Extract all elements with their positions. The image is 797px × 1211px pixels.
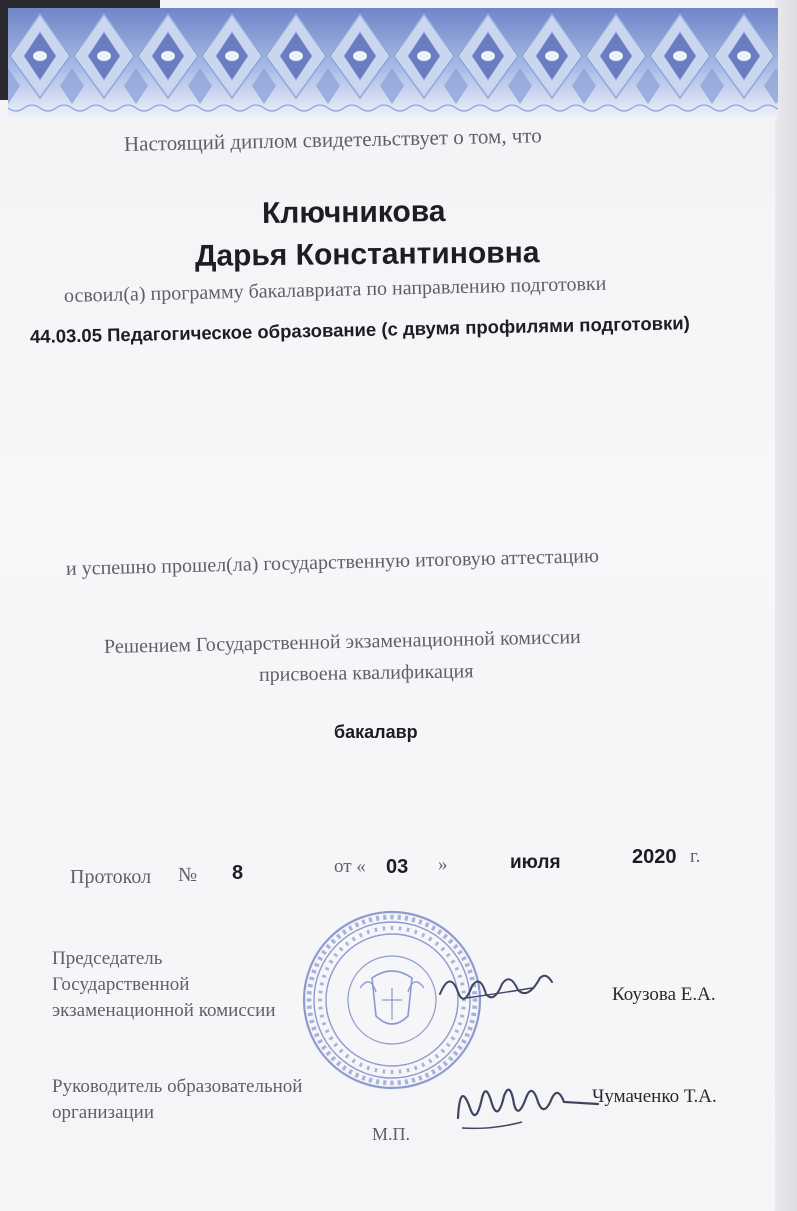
head-name: Чумаченко Т.А. xyxy=(592,1086,717,1107)
chair-name: Коузова Е.А. xyxy=(612,984,716,1005)
chair-title-line1: Председатель xyxy=(52,948,163,969)
decorative-border-pattern xyxy=(8,8,778,118)
chair-title-line2: Государственной xyxy=(52,974,190,995)
qualification-value: бакалавр xyxy=(334,722,418,742)
head-title-line2: организации xyxy=(52,1102,155,1123)
commission-decision-text: Решением Государственной экзаменационной комиссии xyxy=(103,626,581,658)
intro-text: Настоящий диплом свидетельствует о том, что xyxy=(123,123,543,156)
protocol-day: 03 xyxy=(386,856,409,878)
stamp-place-mark: М.П. xyxy=(372,1124,411,1144)
protocol-number-sign: № xyxy=(178,864,198,886)
protocol-number: 8 xyxy=(232,862,244,884)
protocol-date-from-label: от « xyxy=(334,856,366,877)
head-title-line1: Руководитель образовательной xyxy=(52,1076,303,1097)
qualification-assigned-text: присвоена квалификация xyxy=(258,660,474,686)
specialty-code-name: 44.03.05 Педагогическое образование (с двумя профилями подготовки) xyxy=(29,312,691,347)
page-edge-shadow xyxy=(775,0,797,1211)
protocol-label: Протокол xyxy=(70,866,152,888)
attestation-text: и успешно прошел(ла) государственную итоговую аттестацию xyxy=(65,544,600,580)
graduate-given-names: Дарья Константиновна xyxy=(194,236,540,273)
graduate-surname: Ключникова xyxy=(261,195,446,230)
protocol-close-quote: » xyxy=(438,854,448,875)
protocol-month: июля xyxy=(510,852,561,873)
program-text: освоил(а) программу бакалавриата по направлению подготовки xyxy=(63,272,607,307)
chair-signature xyxy=(436,964,556,1014)
head-signature xyxy=(452,1068,602,1138)
chair-title-line3: экзаменационной комиссии xyxy=(52,1000,276,1021)
protocol-year-suffix: г. xyxy=(690,846,701,867)
protocol-year: 2020 xyxy=(632,846,677,868)
